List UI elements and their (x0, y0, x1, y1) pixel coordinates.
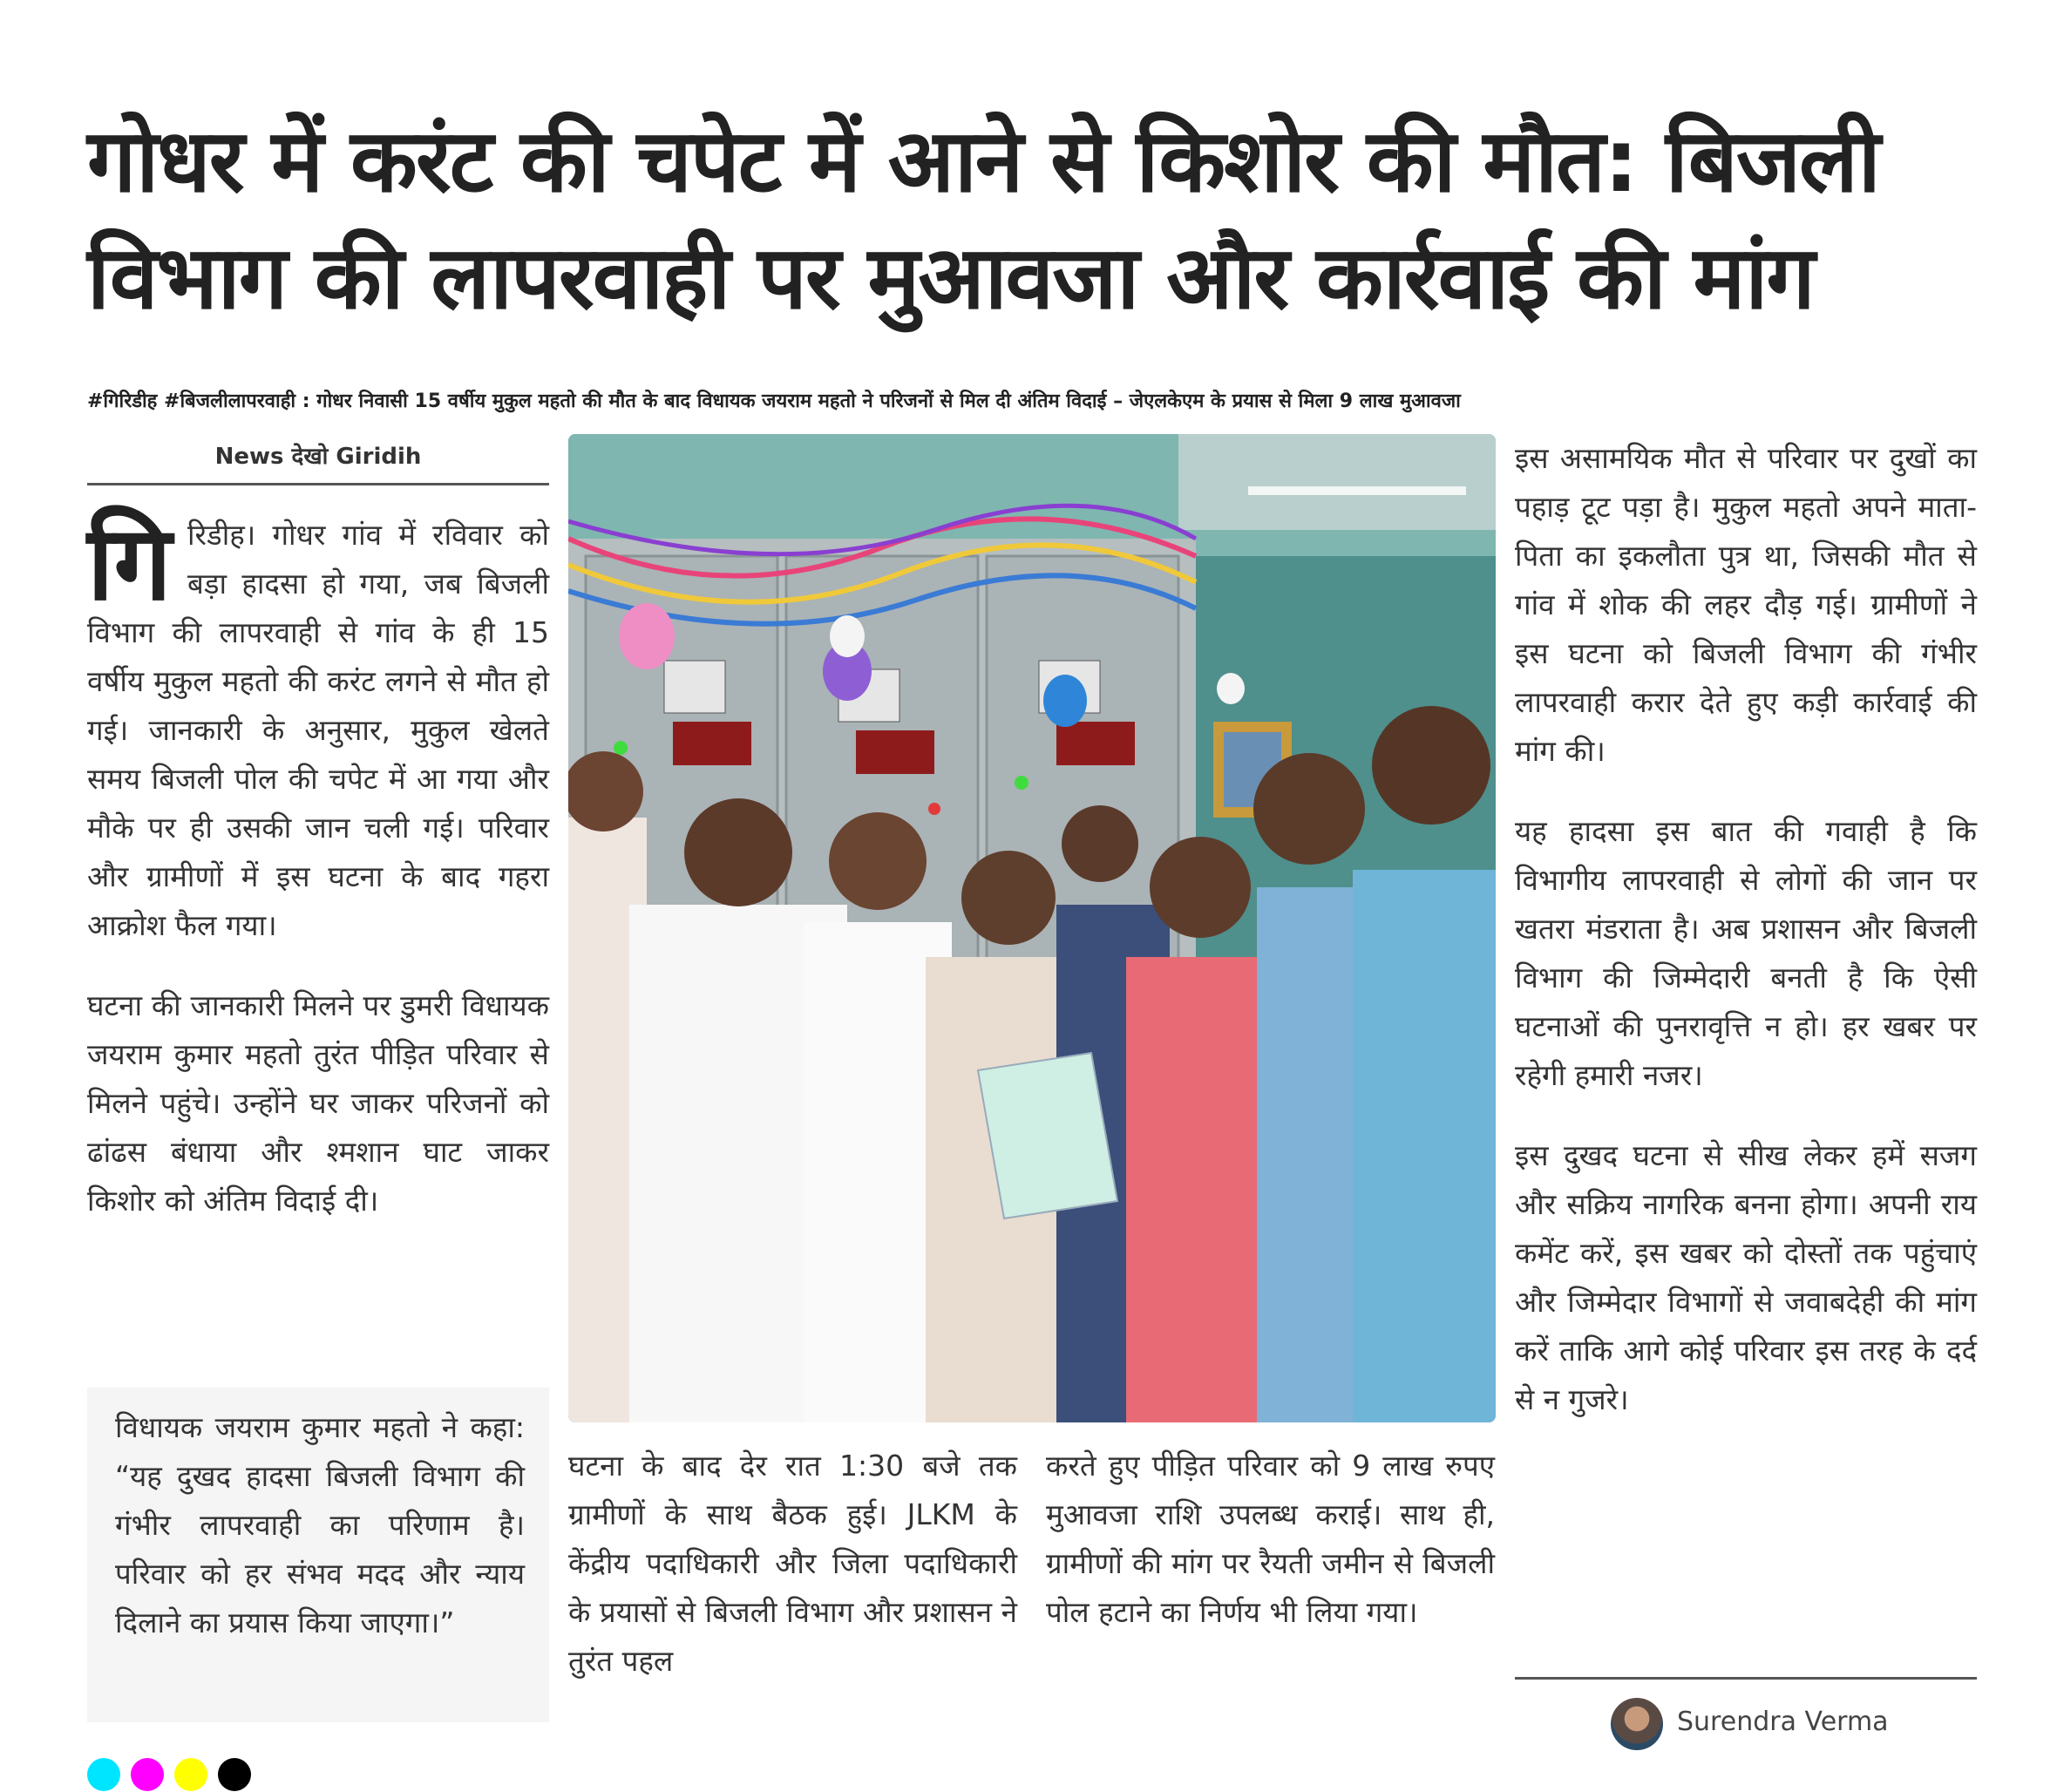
paragraph-2: घटना की जानकारी मिलने पर डुमरी विधायक जयराम कुमार महतो तुरंत पीड़ित परिवार से मिलने पहुंचे। उन्होंने घर जाकर परिजनों को ढांढस बंधाया और श्मशान घाट जाकर किशोर को अंतिम विदाई दी। (87, 988, 549, 1218)
yellow-print-mark (174, 1758, 207, 1791)
author-name: Surendra Verma (1677, 1707, 1889, 1737)
avatar (1611, 1698, 1663, 1750)
cyan-print-mark (87, 1758, 120, 1791)
paragraph-4: इस असामयिक मौत से परिवार पर दुखों का पहाड़ टूट पड़ा है। मुकुल महतो अपने माता-पिता का इकलौता पुत्र था, जिसकी मौत से गांव में शोक की लहर दौड़ गई। ग्रामीणों ने इस घटना को बिजली विभाग की गंभीर लापरवाही करार देते हुए कड़ी कार्रवाई की मांग की। (1515, 441, 1977, 768)
headline: गोधर में करंट की चपेट में आने से किशोर की मौत: बिजली विभाग की लापरवाही पर मुआवजा और कार्रवाई की मांग (87, 110, 1879, 329)
pull-quote: विधायक जयराम कुमार महतो ने कहा: “यह दुखद हादसा बिजली विभाग की गंभीर लापरवाही का परिणाम है। परिवार को हर संभव मदद और न्याय दिलाने का प्रयास किया जाएगा।” (115, 1410, 525, 1639)
black-print-mark (218, 1758, 251, 1791)
article-column-3 (1046, 1442, 1495, 1668)
article-column-4 (1515, 434, 1977, 1456)
paragraph-5: यह हादसा इस बात की गवाही है कि विभागीय लापरवाही से लोगों की जान पर खतरा मंडराता है। अब प्रशासन और बिजली विभाग की जिम्मेदारी बनती है कि ऐसी घटनाओं की पुनरावृत्ति न हो। हर खबर पर रहेगी हमारी नजर। (1515, 814, 1977, 1092)
news-photo (568, 434, 1496, 1422)
byline: News देखो Giridih (214, 444, 422, 470)
article-column-2 (568, 1442, 1017, 1717)
paragraph-1 (87, 503, 549, 950)
paragraph-6: इस दुखद घटना से सीख लेकर हमें सजग और सक्रिय नागरिक बनना होगा। अपनी राय कमेंट करें, इस खबर को दोस्तों तक पहुंचाएं और जिम्मेदार विभागों से जवाबदेही की मांग करें ताकि आगे कोई परिवार इस तरह के दर्द से न गुजरे। (1515, 1138, 1977, 1416)
drop-cap: गि (87, 503, 172, 623)
subheadline: #गिरिडीह #बिजलीलापरवाही : गोधर निवासी 15 वर्षीय मुकुल महतो की मौत के बाद विधायक जयराम महतो ने परिजनों से मिल दी अंतिम विदाई – जेएलकेएम के प्रयास से मिला 9 लाख मुआवजा (87, 390, 1461, 412)
magenta-print-mark (131, 1758, 164, 1791)
paragraph-3b: करते हुए पीड़ित परिवार को 9 लाख रुपए मुआवजा राशि उपलब्ध कराई। साथ ही, ग्रामीणों की मांग पर रैयती जमीन से बिजली पोल हटाने का निर्णय भी लिया गया। (1046, 1449, 1495, 1629)
author-divider (1515, 1677, 1977, 1680)
byline-divider (87, 483, 549, 485)
article-column-1 (87, 503, 549, 1257)
paragraph-1-text: रिडीह। गोधर गांव में रविवार को बड़ा हादसा हो गया, जब बिजली विभाग की लापरवाही से गांव के ही 15 वर्षीय मुकुल महतो की करंट लगने से मौत हो गई। जानकारी के अनुसार, मुकुल खेलते समय बिजली पोल की चपेट में आ गया और मौके पर ही उसकी जान चली गई। परिवार और ग्रामीणों में इस घटना के बाद गहरा आक्रोश फैल गया। (87, 518, 549, 942)
paragraph-3a: घटना के बाद देर रात 1:30 बजे तक ग्रामीणों के साथ बैठक हुई। JLKM के केंद्रीय पदाधिकारी और जिला पदाधिकारी के प्रयासों से बिजली विभाग और प्रशासन ने तुरंत पहल (568, 1449, 1017, 1678)
